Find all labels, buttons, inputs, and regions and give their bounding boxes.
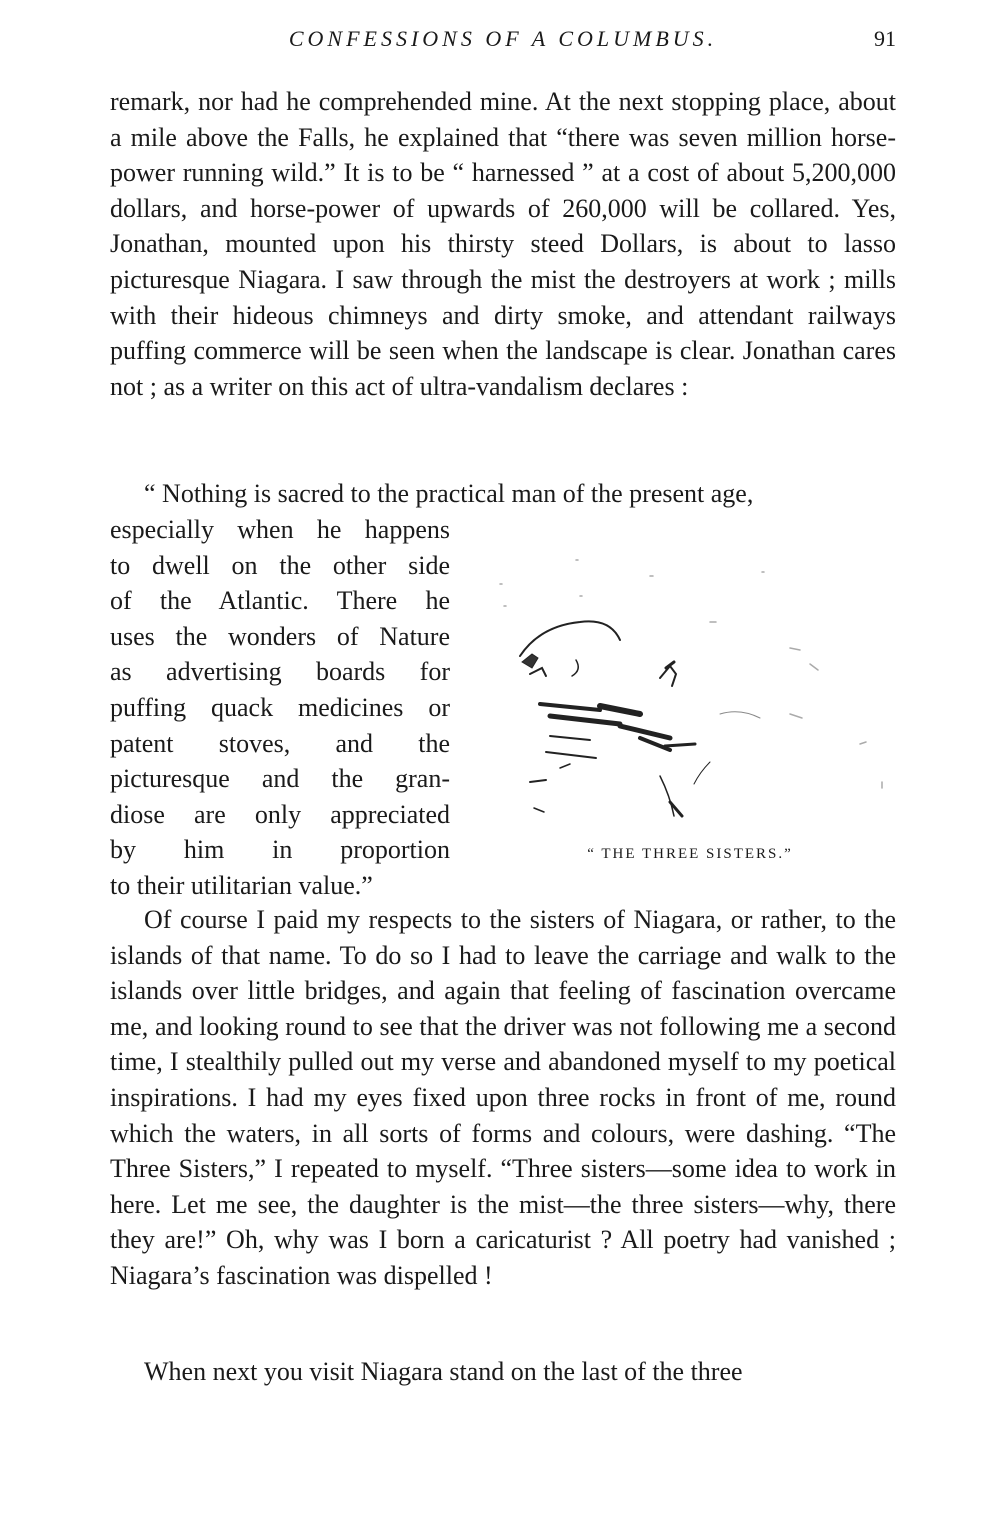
quote-line: patent stoves, and the	[110, 728, 450, 758]
quote-column	[110, 512, 450, 904]
quote-line: to dwell on the other side	[110, 550, 450, 580]
quote-line: uses the wonders of Nature	[110, 621, 450, 651]
quote-line: by him in proportion	[110, 835, 450, 865]
quote-line: picturesque and the gran-	[110, 764, 450, 794]
quote-line: puffing quack medicines or	[110, 692, 450, 722]
paragraph-1-text: remark, nor had he comprehended mine. At the next stopping place, about a mile above the Falls, he explained that “there was seven million horse-power running wild.” It is to be “ harnessed ” at a cost of about 5,200,000 dollars, and horse-power of upwards of 260,000 will be collared. Yes, Jonathan, mounted upon his thirsty steed Dollars, is about to lasso picturesque Niagara. I saw through the mist the destroyers at work ; mills with their hideous chimneys and dirty smoke, and attendant railways puffing commerce will be seen when the landscape is clear. Jonathan cares not ; as a writer on this act of ultra-vandalism declares :	[110, 87, 896, 401]
sketch-drawing	[490, 556, 900, 836]
quote-line: as advertising boards for	[110, 657, 450, 687]
quote-line: to their utilitarian value.”	[110, 870, 373, 900]
quote-first-line: “ Nothing is sacred to the practical man of the present age,	[144, 479, 754, 508]
running-head	[110, 26, 896, 56]
figure-caption: “ THE THREE SISTERS.”	[587, 846, 793, 862]
paragraph-4: When next you visit Niagara stand on the last of the three	[144, 1357, 743, 1386]
running-title: CONFESSIONS OF A COLUMBUS.	[288, 26, 718, 51]
quote-line: of the Atlantic. There he	[110, 586, 450, 616]
paragraph-3: Of course I paid my respects to the sisters of Niagara, or rather, to the islands of that name. To do so I had to leave the carriage and walk to the islands over little bridges, and again that feeling of fascination overcame me, and looking round to see that the driver was not following me a second time, I stealthily pulled out my verse and abandoned myself to my poetical inspirations. I had my eyes fixed upon three rocks in front of me, round which the waters, in all sorts of forms and colours, were dashing. “The Three Sisters,” I repeated to myself. “Three sisters—some idea to work in here. Let me see, the daughter is the mist—the three sisters—why, there they are!” Oh, why was I born a caricaturist ? All poetry had vanished ; Niagara’s fascination was dispelled !	[110, 905, 896, 1290]
page-number: 91	[874, 26, 896, 51]
quote-line: especially when he happens	[110, 515, 450, 544]
quote-line: diose are only appreciated	[110, 799, 450, 829]
paragraph-1	[110, 84, 896, 404]
three-sisters-illustration	[490, 556, 900, 836]
